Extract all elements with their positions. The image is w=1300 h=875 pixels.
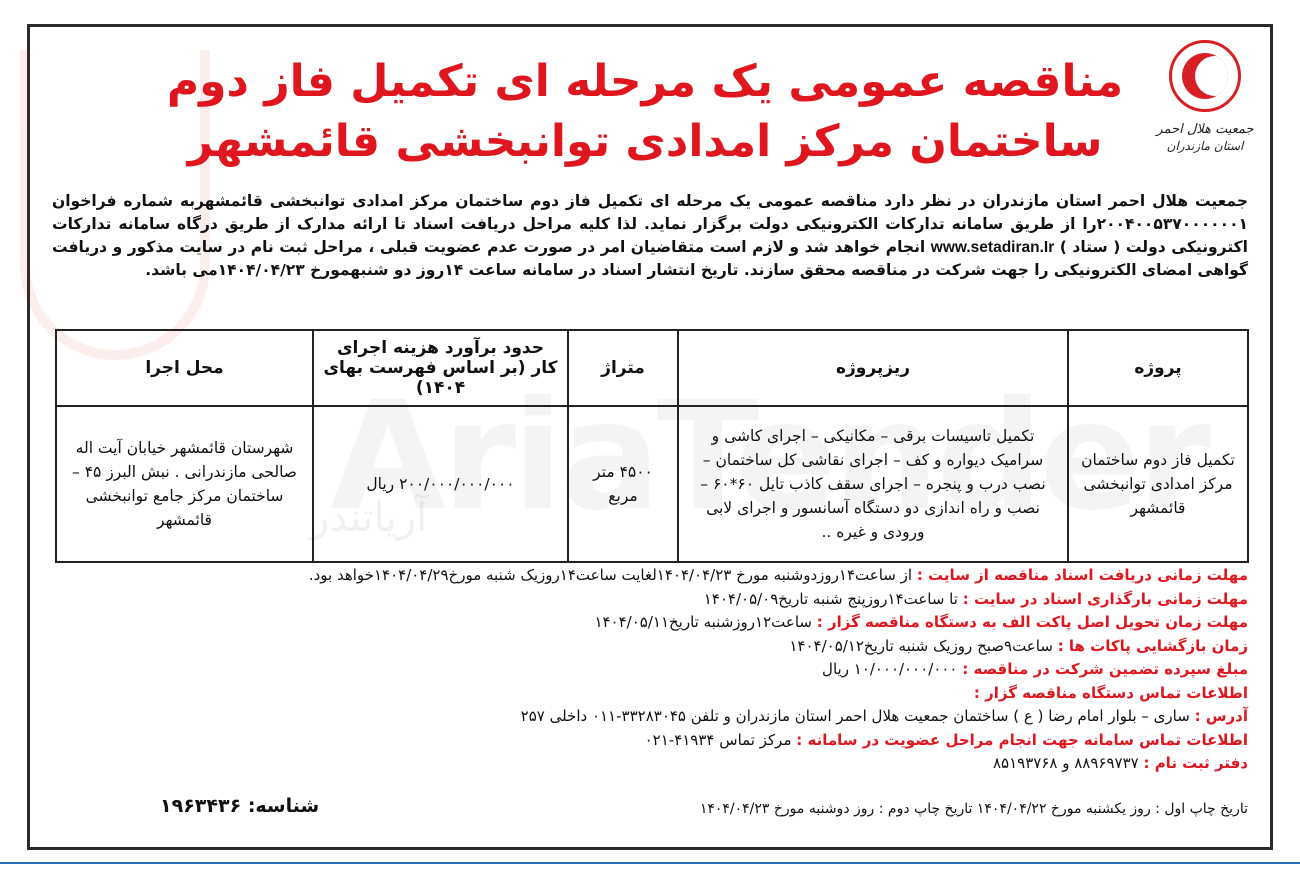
header-subproject: ریزپروژه [678, 330, 1068, 406]
page-title [140, 52, 1150, 172]
title-line-1: مناقصه عمومی یک مرحله ای تکمیل فاز دوم [166, 56, 1124, 107]
detail-contact-header: اطلاعات تماس دستگاه مناقصه گزار : [973, 683, 1248, 702]
crescent-icon [1169, 40, 1241, 112]
header-project: پروژه [1068, 330, 1248, 406]
notice-id [160, 795, 319, 817]
detail-packet-delivery: مهلت زمان تحویل اصل پاکت الف به دستگاه مناقصه گزار : ساعت۱۲روزشنبه تاریخ۱۴۰۴/۰۵/۱۱ [594, 613, 1248, 631]
header-cost: حدود برآورد هزینه اجرای کار (بر اساس فهرست بهای ۱۴۰۴) [313, 330, 568, 406]
tender-table [55, 329, 1249, 563]
cell-cost: ۲۰۰/۰۰۰/۰۰۰/۰۰۰ ریال [313, 406, 568, 562]
detail-opening: زمان بازگشایی پاکات ها : ساعت۹صبح روزیک شنبه تاریخ۱۴۰۴/۰۵/۱۲ [789, 636, 1248, 655]
red-crescent-logo [1155, 40, 1255, 180]
logo-org-province: استان مازندران [1166, 139, 1244, 153]
detail-system-contact: اطلاعات تماس سامانه جهت انجام مراحل عضویت در سامانه : مرکز تماس ۴۱۹۳۴-۰۲۱ [644, 730, 1248, 749]
header-area: متراژ [568, 330, 678, 406]
cell-project: تکمیل فاز دوم ساختمان مرکز امدادی توانبخشی قائمشهر [1068, 406, 1248, 562]
website-link[interactable]: www.setadiran.Ir [930, 239, 1055, 256]
print-dates: تاریخ چاپ اول : روز یکشنبه مورخ ۱۴۰۴/۰۴/۲۲ تاریخ چاپ دوم : روز دوشنبه مورخ ۱۴۰۴/۰۴/۲۳ [699, 801, 1248, 817]
detail-address: آدرس : ساری – بلوار امام رضا ( ع ) ساختمان جمعیت هلال احمر استان مازندران و تلفن ۳۳۲۸۳۰۴۵-۰۱۱ داخلی ۲۵۷ [520, 707, 1248, 725]
footer [60, 795, 1248, 827]
cell-location: شهرستان قائمشهر خیابان آیت اله صالحی مازندرانی . نبش البرز ۴۵ – ساختمان مرکز جامع توانبخشی قائمشهر [56, 406, 313, 562]
cell-subproject: تکمیل تاسیسات برقی – مکانیکی – اجرای کاشی و سرامیک دیواره و کف – اجرای نقاشی کل ساختمان – نصب درب و پنجره – اجرای سقف کاذب تایل ۶۰*۶۰ – نصب و راه اندازی دو دستگاه آسانسور و اجرای لابی ورودی و غیره .. [678, 406, 1068, 562]
tender-details [60, 564, 1248, 776]
detail-registry: دفتر ثبت نام : ۸۸۹۶۹۷۳۷ و ۸۵۱۹۳۷۶۸ [993, 754, 1248, 772]
logo-org-name: جمعیت هلال احمر [1156, 122, 1254, 137]
detail-doc-upload: مهلت زمانی بارگذاری اسناد در سایت : تا ساعت۱۴روزپنج شنبه تاریخ۱۴۰۴/۰۵/۰۹ [703, 589, 1248, 608]
title-line-2: ساختمان مرکز امدادی توانبخشی قائمشهر [187, 116, 1103, 167]
intro-text: جمعیت هلال احمر استان مازندران در نظر دارد مناقصه عمومی یک مرحله ای تکمیل فاز دوم ساختمان مرکز امدادی توانبخشی قائمشهربه شماره فراخوان ۲۰۰۴۰۰۵۳۷۰۰۰۰۰۰۱را از طریق سامانه تدارکات الکترونیکی دولت برگزار نماید. لذا کلیه مراحل دریافت اسناد تا ارائه مدارک از طریق درگاه سامانه تدارکات اکترونیکی دولت ( ستاد ) [52, 192, 1248, 256]
table-row [56, 406, 1248, 562]
notice-id-label: شناسه: [247, 795, 320, 817]
intro-text-2: انجام خواهد شد و لازم است متقاضیان امر در صورت عدم عضویت قبلی ، مراحل ثبت نام در سایت مذکور و دریافت گواهی امضای الکترونیکی را جهت شرکت در مناقصه محقق سازند. تاریخ انتشار اسناد در سامانه ساعت ۱۴روز دو شنبهمورخ ۱۴۰۴/۰۴/۲۳می باشد. [52, 238, 1248, 279]
header-location: محل اجرا [56, 330, 313, 406]
bottom-rule [0, 862, 1300, 864]
intro-paragraph [52, 190, 1248, 282]
table-header-row [56, 330, 1248, 406]
cell-area: ۴۵۰۰ متر مربع [568, 406, 678, 562]
notice-id-value: ۱۹۶۳۴۳۶ [160, 795, 242, 817]
watermark-text-fa: آریاتندر [310, 495, 428, 541]
detail-guarantee: مبلغ سپرده تضمین شرکت در مناقصه : ۱۰/۰۰۰/۰۰۰/۰۰۰ ریال [822, 660, 1248, 678]
detail-doc-receive: مهلت زمانی دریافت اسناد مناقصه از سایت : از ساعت۱۴روزدوشنبه مورخ ۱۴۰۴/۰۴/۲۳لغایت ساعت۱۴روزیک شنبه مورخ۱۴۰۴/۰۴/۲۹خواهد بود. [308, 566, 1248, 584]
